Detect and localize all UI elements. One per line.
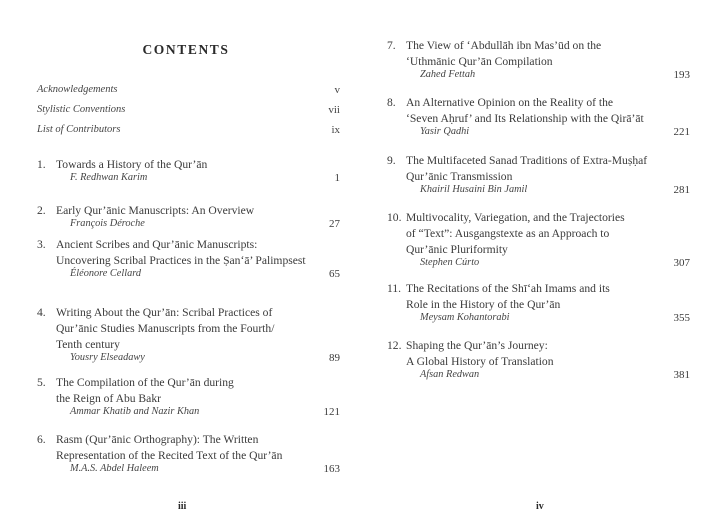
toc-entry-acknowledgements[interactable] [37, 82, 340, 98]
toc-entry-chapter-8[interactable] [387, 95, 690, 140]
chapter-number: 6. [37, 433, 46, 446]
chapter-number: 11. [387, 282, 402, 295]
chapter-title: Shaping the Qur’ān’s Journey: A Global History of Translation [406, 339, 554, 368]
toc-entry-chapter-6[interactable] [37, 432, 340, 477]
toc-entry-chapter-11[interactable] [387, 281, 690, 326]
chapter-title: Early Qur’ānic Manuscripts: An Overview [56, 204, 255, 217]
chapter-author: Khairil Husaini Bin Jamil [420, 184, 528, 195]
chapter-author: Meysam Kohantorabi [420, 312, 510, 323]
page-number: 89 [329, 352, 340, 364]
toc-entry-list-of-contributors[interactable] [37, 122, 340, 138]
page-number: 1 [334, 172, 340, 184]
page-number: 163 [323, 463, 340, 475]
chapter-author: Stephen Cúrto [420, 257, 480, 268]
toc-entry-chapter-3[interactable] [37, 237, 340, 282]
page-number: 193 [673, 69, 690, 81]
chapter-title: Ancient Scribes and Qur’ānic Manuscripts: Uncovering Scribal Practices in the Ṣan‘ā’ Palimpsest [56, 238, 306, 267]
entry-label: List of Contributors [37, 124, 121, 135]
chapter-author: M.A.S. Abdel Haleem [70, 463, 159, 474]
toc-entry-chapter-2[interactable] [37, 203, 340, 232]
chapter-title: Rasm (Qur’ānic Orthography): The Written Representation of the Recited Text of the Qur’ān [56, 433, 283, 462]
chapter-author: François Déroche [70, 218, 145, 229]
chapter-title: Writing About the Qur’ān: Scribal Practices of Qur’ānic Studies Manuscripts from the Fourth/ Tenth century [56, 306, 275, 351]
chapter-title: The Compilation of the Qur’ān during the Reign of Abu Bakr [56, 376, 234, 405]
chapter-title: Towards a History of the Qur’ān [56, 158, 208, 171]
contents-heading: CONTENTS [142, 42, 230, 57]
page-number: ix [331, 124, 340, 136]
toc-entry-chapter-5[interactable] [37, 375, 340, 420]
page-number: 381 [673, 369, 690, 381]
chapter-title: The Recitations of the Shī‘ah Imams and its Role in the History of the Qur’ān [406, 282, 610, 311]
chapter-number: 8. [387, 96, 396, 109]
chapter-title: Multivocality, Variegation, and the Trajectories of “Text”: Ausgangstexte as an Approach to Qur’ānic Pluriformity [406, 211, 625, 256]
chapter-author: Éléonore Cellard [70, 268, 142, 279]
chapter-author: Afsan Redwan [420, 369, 480, 380]
chapter-author: F. Redhwan Karim [70, 172, 148, 183]
page-folio: iii [178, 501, 187, 512]
toc-entry-stylistic-conventions[interactable] [37, 102, 340, 118]
page-number: 27 [329, 218, 340, 230]
entry-label: Stylistic Conventions [37, 104, 126, 115]
page-number: 307 [673, 257, 690, 269]
chapter-number: 12. [387, 339, 402, 352]
page-number: 221 [673, 126, 690, 138]
toc-entry-chapter-9[interactable] [387, 153, 690, 198]
chapter-number: 2. [37, 204, 46, 217]
toc-entry-chapter-1[interactable] [37, 157, 340, 186]
chapter-author: Ammar Khatib and Nazir Khan [70, 406, 200, 417]
toc-entry-chapter-4[interactable] [37, 305, 340, 366]
chapter-author: Yousry Elseadawy [70, 352, 145, 363]
left-page [0, 0, 362, 524]
chapter-title: The View of ‘Abdullāh ibn Mas’ūd on the ‘Uthmānic Qur’ān Compilation [406, 39, 602, 68]
chapter-title: The Multifaceted Sanad Traditions of Extra-Muṣḥaf Qur’ānic Transmission [406, 154, 648, 183]
chapter-author: Zahed Fettah [420, 69, 476, 80]
chapter-number: 5. [37, 376, 46, 389]
page-number: 281 [673, 184, 690, 196]
chapter-number: 3. [37, 238, 46, 251]
page-number: 355 [673, 312, 690, 324]
right-page [362, 0, 725, 524]
entry-label: Acknowledgements [37, 84, 118, 95]
page-number: 65 [329, 268, 340, 280]
page-number: 121 [323, 406, 340, 418]
toc-entry-chapter-7[interactable] [387, 38, 690, 83]
page-number: v [334, 84, 340, 96]
chapter-title: An Alternative Opinion on the Reality of the ‘Seven Aḥruf’ and Its Relationship with the Qirā’āt [406, 96, 644, 125]
chapter-number: 10. [387, 211, 402, 224]
chapter-number: 4. [37, 306, 46, 319]
page-folio: iv [536, 501, 544, 512]
chapter-author: Yasir Qadhi [420, 126, 470, 137]
page-number: vii [328, 104, 340, 116]
toc-entry-chapter-10[interactable] [387, 210, 690, 271]
chapter-number: 1. [37, 158, 46, 171]
toc-entry-chapter-12[interactable] [387, 338, 690, 383]
chapter-number: 7. [387, 39, 396, 52]
chapter-number: 9. [387, 154, 396, 167]
